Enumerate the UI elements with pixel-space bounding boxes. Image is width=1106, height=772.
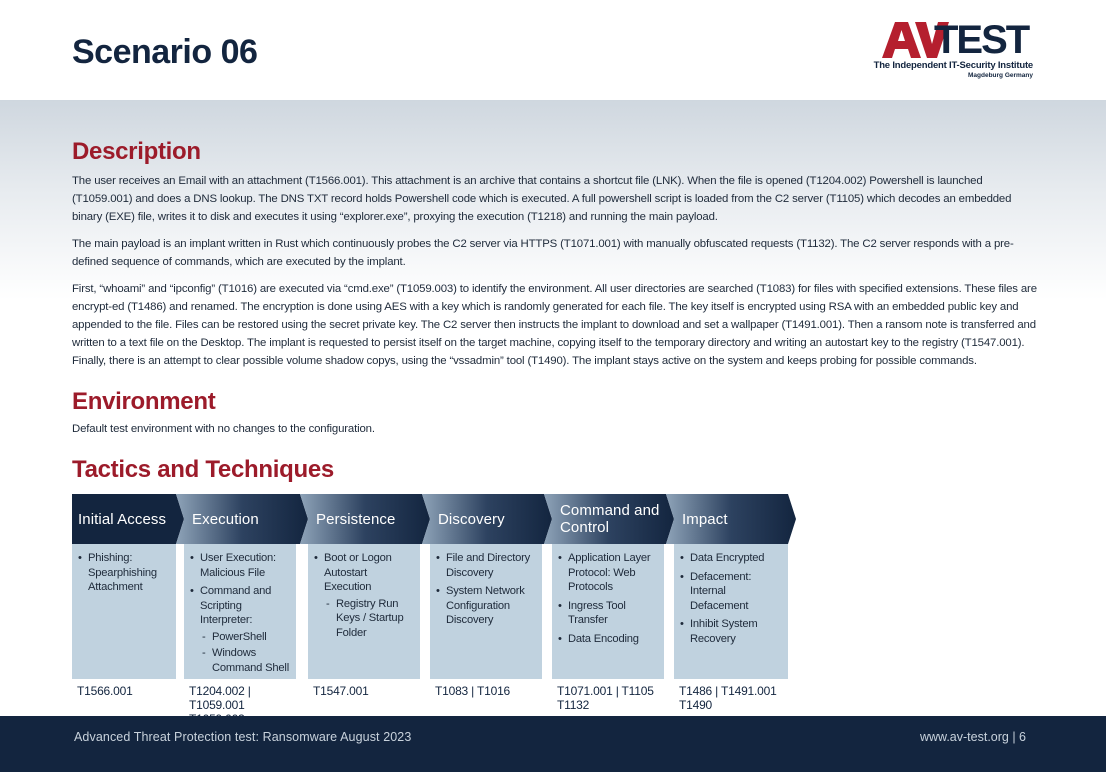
technique-subitem: - Registry Run Keys / Startup Folder	[314, 597, 414, 641]
technique-item: • Phishing: Spearphishing Attachment	[78, 551, 170, 595]
technique-subitem: - Windows Command Shell	[190, 646, 290, 675]
tactic-body-command-and-control	[552, 544, 664, 679]
technique-item: • Ingress Tool Transfer	[558, 599, 658, 628]
tactic-body-execution	[184, 544, 296, 679]
logo-location: Magdeburg Germany	[967, 72, 1033, 79]
tactic-body-impact	[674, 544, 788, 679]
tactic-ids-persistence: T1547.001	[313, 684, 369, 698]
tactic-ids-command-and-control: T1071.001 | T1105 T1132	[557, 684, 654, 712]
description-paragraph-2: The main payload is an implant written in Rust which continuously probes the C2 server via HTTPS (T1071.001) with manually obfuscated requests (T1132). The C2 server responds with a pre-defined sequence of commands, which are executed by the implant.	[72, 238, 1014, 268]
tactic-header-initial-access: Initial Access	[78, 510, 167, 528]
description-section	[72, 138, 1037, 166]
environment-section	[72, 388, 1037, 438]
description-heading: Description	[72, 138, 201, 165]
environment-heading: Environment	[72, 388, 216, 415]
description-paragraph-3: First, “whoami” and “ipconfig” (T1016) are executed via “cmd.exe” (T1059.003) to identify the environment. All user directories are searched (T1083) for files with specified extensions. These files are encrypt-ed (T1486) and renamed. The encryption is done using AES with a key which is randomly generated for each file. The key itself is encrypted using RSA with an embedded public key and appended to the file. Files can be restored using the secret private key. The C2 server then instructs the implant to download and set a wallpaper (T1491.001). Then a ransom note is transferred and written to a text file on the Desktop. The implant is requested to persist itself on the target machine, copying itself to the temporary directory and writing an autostart key to the registry (T1547.001). Finally, there is an attempt to clear possible volume shadow copys, using the “vssadmin” tool (T1490). The implant stays active on the system and keeps probing for possible commands.	[72, 283, 1037, 367]
technique-item: • Command and Scripting Interpreter:	[190, 584, 290, 628]
tactics-section	[72, 456, 1037, 484]
technique-item: • Inhibit System Recovery	[680, 617, 782, 646]
page-footer	[0, 716, 1106, 772]
tactic-body-initial-access	[72, 544, 176, 679]
tactic-ids-execution: T1204.002 | T1059.001	[189, 684, 251, 712]
tactic-header-discovery: Discovery	[438, 510, 505, 528]
footer-website-page: www.av-test.org | 6	[919, 730, 1026, 744]
tactics-heading: Tactics and Techniques	[72, 456, 334, 483]
tactic-ids-impact: T1486 | T1491.001 T1490	[679, 684, 777, 712]
tactic-header-command-and-control: Command and Control	[560, 502, 660, 536]
technique-item: • Defacement: Internal Defacement	[680, 570, 782, 614]
av-test-logo	[873, 18, 1037, 84]
technique-item: • Data Encoding	[558, 632, 658, 647]
tactic-ids-initial-access: T1566.001	[77, 684, 133, 698]
tactic-ids-discovery: T1083 | T1016	[435, 684, 511, 698]
technique-item: • File and Directory Discovery	[436, 551, 536, 580]
tactics-table	[72, 494, 797, 714]
tactic-body-discovery	[430, 544, 542, 679]
logo-brand-text: TEST	[934, 18, 1029, 62]
page-title: Scenario 06	[72, 33, 258, 71]
technique-item: • System Network Configuration Discovery	[436, 584, 536, 628]
technique-subitem: - PowerShell	[190, 630, 290, 645]
tactic-header-persistence: Persistence	[316, 510, 396, 528]
technique-item: • User Execution: Malicious File	[190, 551, 290, 580]
environment-text: Default test environment with no changes to the configuration.	[72, 423, 375, 435]
tactic-header-execution: Execution	[192, 510, 259, 528]
logo-tagline: The Independent IT-Security Institute	[873, 60, 1033, 71]
description-body	[72, 172, 1037, 370]
technique-item: • Data Encrypted	[680, 551, 782, 566]
technique-item: • Application Layer Protocol: Web Protocols	[558, 551, 658, 595]
technique-item: • Boot or Logon Autostart Execution	[314, 551, 414, 595]
tactic-header-impact: Impact	[682, 510, 728, 528]
footer-report-title: Advanced Threat Protection test: Ransomware August 2023	[74, 730, 412, 744]
description-paragraph-1: The user receives an Email with an attachment (T1566.001). This attachment is an archive that contains a shortcut file (LNK). When the file is opened (T1204.002) Powershell is launched (T1059.001) and does a DNS lookup. The DNS TXT record holds Powershell code which is executed. A full powershell script is loaded from the C2 server (T1105) which decodes an embedded binary (EXE) file, writes it to disk and executes it using “explorer.exe”, proxying the execution (T1218) and running the main payload.	[72, 175, 1012, 223]
tactic-body-persistence	[308, 544, 420, 679]
